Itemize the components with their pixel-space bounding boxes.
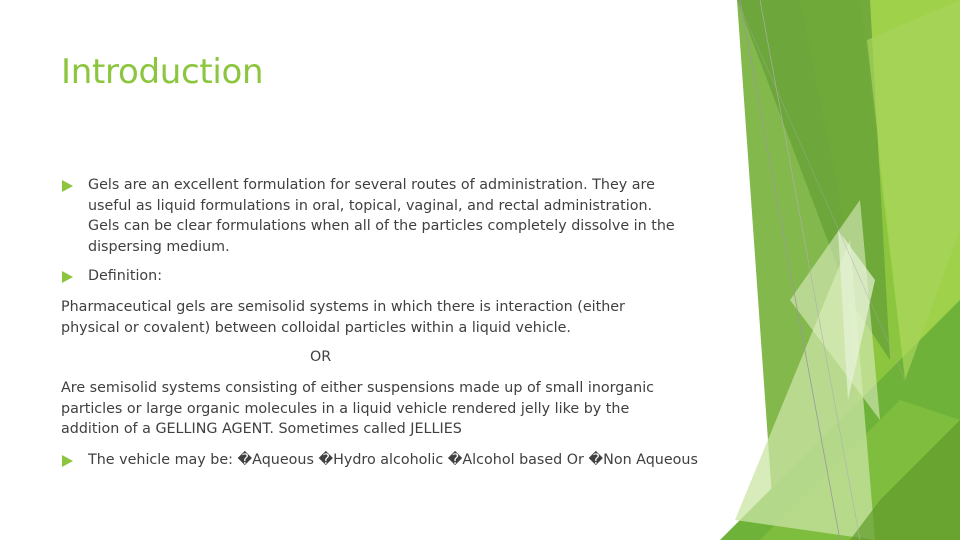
alternative-definition-paragraph: Are semisolid systems consisting of either suspensions made up of small inorganic particles or large organic molecules in a liquid vehicle rendered jelly like by the addition of a GELLING AGENT. Sometimes called JELLIES: [61, 380, 655, 437]
bullet-text: Gels are an excellent formulation for several routes of administration. They are useful as liquid formulations in oral, topical, vaginal, and rectal administration. Gels can be clear formulations when all of the particles completely dissolve in the dispersing medium.: [88, 177, 675, 255]
bullet-item-intro: [62, 175, 742, 259]
definition-paragraph: Pharmaceutical gels are semisolid systems in which there is interaction (either physical or covalent) between colloidal particles within a liquid vehicle.: [61, 299, 625, 336]
bullet-text: Definition:: [88, 268, 163, 284]
bullet-item-definition: [62, 266, 362, 288]
slide-title: Introduction: [61, 52, 264, 92]
or-separator: OR: [310, 349, 332, 365]
bullet-item-vehicle: [62, 450, 742, 472]
bullet-text: The vehicle may be: �Aqueous �Hydro alcoholic �Alcohol based Or �Non Aqueous: [88, 452, 698, 468]
